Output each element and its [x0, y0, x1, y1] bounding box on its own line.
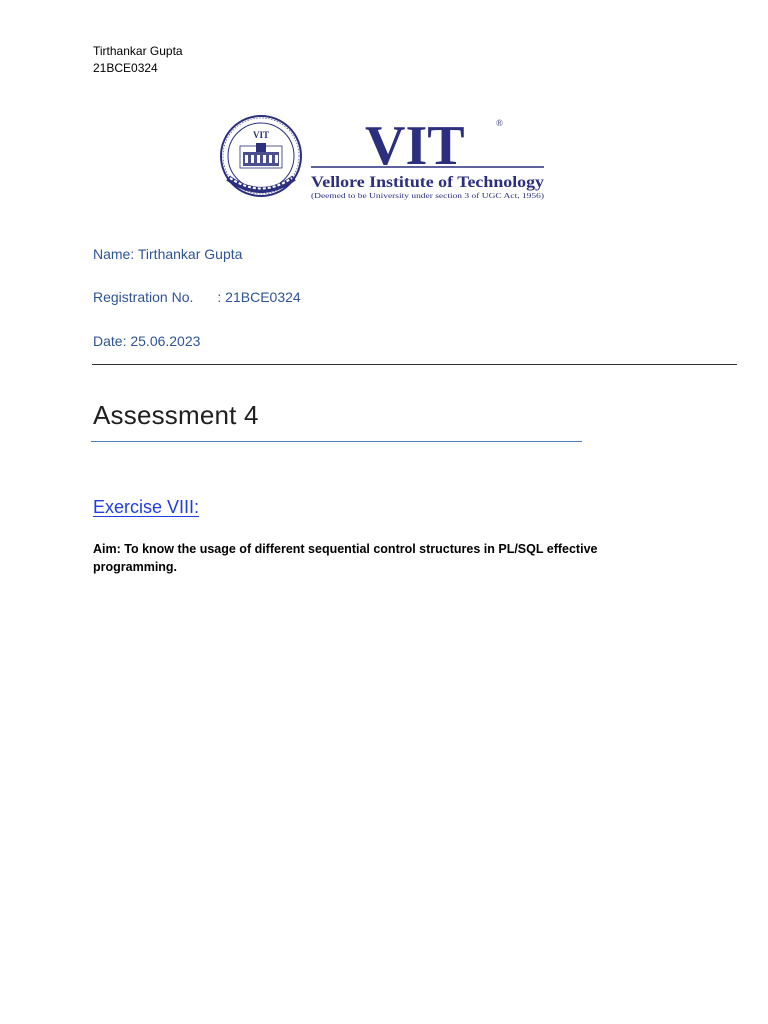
document-title: Assessment 4	[93, 400, 259, 430]
logo-wordmark: VIT	[365, 115, 465, 177]
registration-value: : 21BCE0324	[217, 289, 301, 305]
vit-logo	[218, 112, 548, 204]
university-seal-icon	[221, 116, 301, 196]
student-name-line: Name: Tirthankar Gupta	[93, 246, 243, 262]
date-line: Date: 25.06.2023	[93, 333, 201, 349]
aim-paragraph: Aim: To know the usage of different sequential control structures in PL/SQL effective programming.	[93, 542, 598, 574]
page-header	[93, 43, 183, 77]
institute-name: Vellore Institute of Technology	[311, 174, 545, 191]
header-student-id: 21BCE0324	[93, 61, 158, 75]
seal-text: VIT	[252, 130, 270, 140]
exercise-heading: Exercise VIII:	[93, 497, 200, 517]
registered-mark: ®	[496, 118, 503, 128]
header-student-name: Tirthankar Gupta	[93, 44, 183, 58]
registration-label: Registration No.	[93, 289, 194, 305]
title-underline	[91, 441, 582, 442]
section-divider	[92, 364, 737, 365]
registration-line	[93, 289, 301, 305]
institute-tagline: (Deemed to be University under section 3 of UGC Act, 1956)	[311, 191, 545, 200]
